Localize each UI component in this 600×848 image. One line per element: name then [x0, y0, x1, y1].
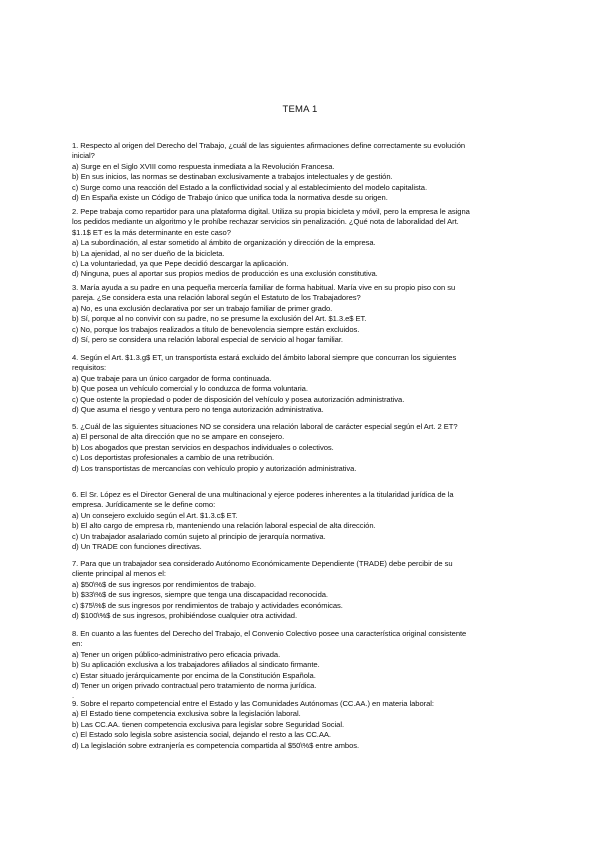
question-stem: en: [72, 639, 83, 649]
answer-option: a) El Estado tiene competencia exclusiva sobre la legislación laboral. [72, 709, 301, 719]
answer-option: d) Sí, pero se considera una relación laboral especial de servicio al hogar familiar. [72, 335, 343, 345]
question-3 [72, 283, 532, 345]
question-stem: los pedidos mediante un algoritmo y le prohíbe rechazar servicios sin penalización. ¿Qué nota de laboralidad del Art. [72, 217, 459, 227]
question-stem: 5. ¿Cuál de las siguientes situaciones NO se considera una relación laboral de carácter especial según el Art. 2 ET? [72, 422, 458, 431]
answer-option: d) Tener un origen privado contractual pero tratamiento de norma jurídica. [72, 681, 317, 691]
question-stem: pareja. ¿Se considera esta una relación laboral según el Estatuto de los Trabajadores? [72, 293, 361, 303]
question-stem: empresa. Jurídicamente se le define como: [72, 500, 216, 510]
answer-option: c) Surge como una reacción del Estado a la conflictividad social y al establecimiento del modelo capitalista. [72, 182, 428, 192]
answer-option: b) Las CC.AA. tienen competencia exclusiva para legislar sobre Seguridad Social. [72, 719, 345, 729]
document-title: TEMA 1 [282, 104, 318, 115]
answer-option: c) Estar situado jerárquicamente por encima de la Constitución Española. [72, 670, 316, 680]
answer-option: d) La legislación sobre extranjería es competencia compartida al $50\%$ entre ambos. [72, 740, 360, 750]
answer-option: c) El Estado solo legisla sobre asistencia social, dejando el resto a las CC.AA. [72, 730, 331, 740]
answer-option: b) $33\%$ de sus ingresos, siempre que tenga una discapacidad reconocida. [72, 590, 328, 600]
question-stem: inicial? [72, 151, 95, 161]
answer-option: a) $50\%$ de sus ingresos por rendimientos de trabajo. [72, 579, 256, 589]
question-1 [72, 141, 532, 203]
question-stem: 1. Respecto al origen del Derecho del Trabajo, ¿cuál de las siguientes afirmaciones define correctamente su evolución [72, 141, 466, 150]
question-stem: 7. Para que un trabajador sea considerado Autónomo Económicamente Dependiente (TRADE) debe percibir de su [72, 559, 453, 568]
question-stem: 3. María ayuda a su padre en una pequeña mercería familiar de forma habitual. María vive en su propio piso con su [72, 283, 456, 292]
answer-option: c) Que ostente la propiedad o poder de disposición del vehículo y posea autorización administrativa. [72, 394, 405, 404]
answer-option: c) No, porque los trabajos realizados a título de benevolencia siempre están excluidos. [72, 324, 360, 334]
question-stem: 6. El Sr. López es el Director General de una multinacional y ejerce poderes inherentes a la titularidad jurídica de la [72, 490, 454, 499]
answer-option: a) Que trabaje para un único cargador de forma continuada. [72, 373, 272, 383]
answer-option: a) La subordinación, al estar sometido al ámbito de organización y dirección de la empresa. [72, 238, 376, 248]
question-stem: 8. En cuanto a las fuentes del Derecho del Trabajo, el Convenio Colectivo posee una característica original consistente [72, 629, 467, 638]
answer-option: c) Un trabajador asalariado común sujeto al principio de jerarquía normativa. [72, 531, 326, 541]
answer-option: c) Los deportistas profesionales a cambio de una retribución. [72, 453, 275, 463]
question-6 [72, 490, 532, 552]
question-4 [72, 353, 532, 415]
answer-option: c) $75\%$ de sus ingresos por rendimientos de trabajo y actividades económicas. [72, 600, 343, 610]
answer-option: b) En sus inicios, las normas se destinaban exclusivamente a trabajos intelectuales y de gestión. [72, 172, 393, 182]
answer-option: d) Que asuma el riesgo y ventura pero no tenga autorización administrativa. [72, 405, 324, 415]
question-stem: 2. Pepe trabaja como repartidor para una plataforma digital. Utiliza su propia bicicleta y móvil, pero la empresa le asigna [72, 207, 470, 216]
answer-option: b) Que posea un vehículo comercial y lo conduzca de forma voluntaria. [72, 384, 308, 394]
question-stem: requisitos: [72, 363, 107, 373]
answer-option: b) Sí, porque al no convivir con su padre, no se presume la exclusión del Art. $1.3.e$ ET. [72, 314, 367, 324]
answer-option: . [72, 691, 75, 701]
answer-option: a) Surge en el Siglo XVIII como respuesta inmediata a la Revolución Francesa. [72, 161, 335, 171]
question-8 [72, 629, 532, 702]
answer-option: a) No, es una exclusión declarativa por ser un trabajo familiar de primer grado. [72, 303, 333, 313]
question-5 [72, 422, 532, 474]
question-9 [72, 699, 532, 751]
answer-option: a) Tener un origen público-administrativo pero eficacia privada. [72, 649, 281, 659]
answer-option: b) La ajenidad, al no ser dueño de la bicicleta. [72, 248, 225, 258]
answer-option: a) El personal de alta dirección que no se ampare en consejero. [72, 432, 285, 442]
answer-option: b) El alto cargo de empresa rb, manteniendo una relación laboral especial de alta dirección. [72, 521, 376, 531]
question-2 [72, 207, 532, 280]
question-stem: 4. Según el Art. $1.3.g$ ET, un transportista estará excluido del ámbito laboral siempre que concurran los siguientes [72, 353, 457, 362]
answer-option: a) Un consejero excluido según el Art. $1.3.c$ ET. [72, 510, 238, 520]
question-stem: $1.1$ ET es la más determinante en este caso? [72, 227, 231, 237]
answer-option: d) Los transportistas de mercancías con vehículo propio y autorización administrativa. [72, 463, 357, 473]
answer-option: d) Un TRADE con funciones directivas. [72, 542, 202, 552]
answer-option: c) La voluntariedad, ya que Pepe decidió descargar la aplicación. [72, 259, 289, 269]
question-7 [72, 559, 532, 621]
question-stem: cliente principal al menos el: [72, 569, 166, 579]
answer-option: d) $100\%$ de sus ingresos, prohibiéndose cualquier otra actividad. [72, 611, 298, 621]
answer-option: d) Ninguna, pues al aportar sus propios medios de producción es una exclusión constitutiva. [72, 269, 378, 279]
answer-option: b) Su aplicación exclusiva a los trabajadores afiliados al sindicato firmante. [72, 660, 320, 670]
answer-option: b) Los abogados que prestan servicios en despachos individuales o colectivos. [72, 442, 334, 452]
answer-option: d) En España existe un Código de Trabajo único que unifica toda la normativa desde su origen. [72, 193, 388, 203]
question-stem: 9. Sobre el reparto competencial entre el Estado y las Comunidades Autónomas (CC.AA.) en materia laboral: [72, 699, 434, 708]
